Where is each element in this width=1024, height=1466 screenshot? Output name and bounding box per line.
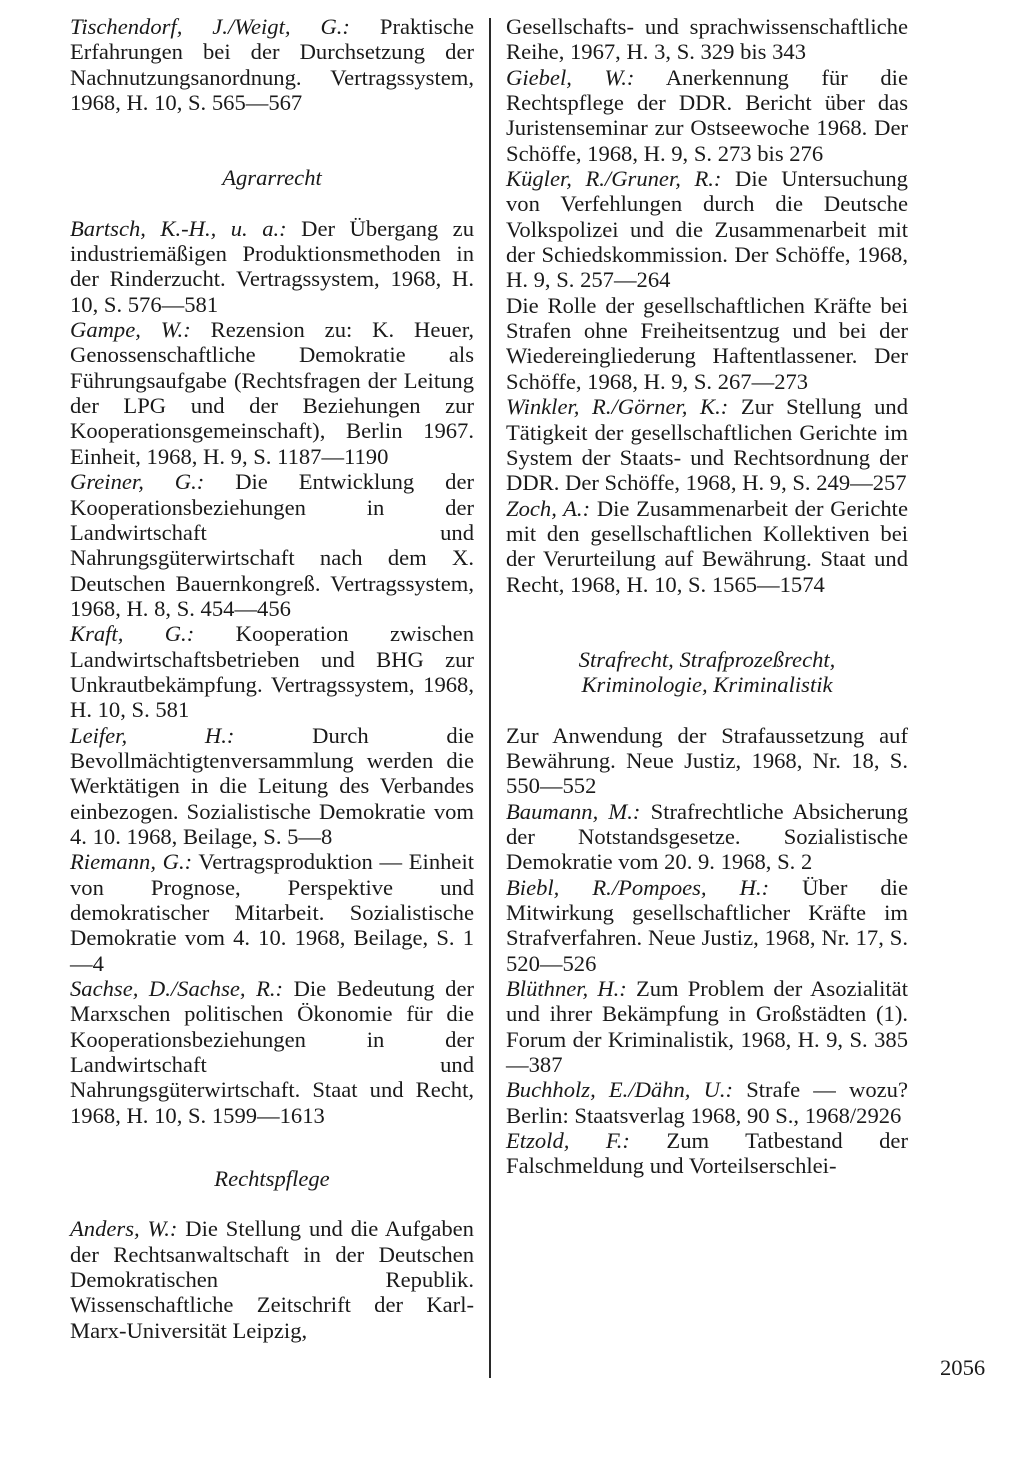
- section-heading-strafrecht-line2: Kriminologie, Kriminalistik: [581, 672, 833, 698]
- bibliography-entry: [70, 723, 474, 850]
- bibliography-entry: [70, 469, 474, 621]
- spacer: [70, 1128, 474, 1166]
- entry-author: Kügler, R./Gruner, R.:: [506, 166, 722, 192]
- entry-text: Durch die Bevollmächtigtenversammlung werden die Werktätigen in die Leitung des Verbandes einbezogen. Sozialistische Demokratie vom 4. 10. 1968, Beilage, S. 5—8: [70, 722, 474, 849]
- right-column: [506, 14, 908, 1179]
- bibliography-entry: [506, 875, 908, 976]
- bibliography-entry: [506, 166, 908, 293]
- section-heading-agrarrecht: Agrarrecht: [222, 165, 322, 191]
- entry-author: Baumann, M.:: [506, 798, 641, 824]
- bibliography-entry: [506, 293, 908, 394]
- entry-author: Gampe, W.:: [70, 317, 191, 343]
- entries-rechtspflege: [70, 1216, 474, 1343]
- entry-text: Praktische Erfahrungen bei der Durchsetzung der Nachnutzungsanordnung. Vertragssystem, 1968, H. 10, S. 565—567: [70, 14, 474, 116]
- bibliography-entry: [70, 317, 474, 469]
- bibliography-entry: [70, 216, 474, 317]
- entry-author: Kraft, G.:: [70, 621, 195, 647]
- spacer: [506, 597, 908, 647]
- entry-author: Zoch, A.:: [506, 495, 591, 521]
- entry-author: Sachse, D./Sachse, R.:: [70, 976, 284, 1002]
- entry-text: Rezension zu: K. Heuer, Genossenschaftliche Demokratie als Führungsaufgabe (Rechtsfragen der Leitung der LPG und der Beziehungen zur Kooperationsgemeinschaft), Berlin 1967. Einheit, 1968, H. 9, S. 1187—1190: [70, 317, 474, 469]
- bibliography-entry: [70, 849, 474, 976]
- bibliography-entry: [70, 1216, 474, 1343]
- bibliography-entry: [506, 65, 908, 166]
- entry-author: Leifer, H.:: [70, 722, 235, 748]
- entry-text: Strafe — wozu? Berlin: Staatsverlag 1968, 90 S., 1968/2926: [506, 1077, 908, 1128]
- entry-text: Anerkennung für die Rechtspflege der DDR. Bericht über das Juristenseminar zur Ostseewoche 1968. Der Schöffe, 1968, H. 9, S. 273 bis 276: [506, 64, 908, 166]
- entry-text: Vertragsproduktion — Einheit von Prognose, Perspektive und demokratischer Mitarbeit. Sozialistische Demokratie vom 4. 10. 1968, Beilage, S. 1—4: [70, 849, 474, 976]
- entry-text: Die Entwicklung der Kooperationsbeziehungen in der Landwirtschaft und Nahrungsgüterwirtschaft nach dem X. Deutschen Bauernkongreß. Vertragssystem, 1968, H. 8, S. 454—456: [70, 469, 474, 621]
- section-heading-strafrecht-line1: Strafrecht, Strafprozeßrecht,: [578, 646, 836, 672]
- bibliography-entry: [506, 1077, 908, 1128]
- entry-text: Kooperation zwischen Landwirtschaftsbetrieben und BHG zur Unkrautbekämpfung. Vertragssystem, 1968, H. 10, S. 581: [70, 621, 475, 723]
- entry-author: Blüthner, H.:: [506, 976, 627, 1002]
- entry-text: Die Stellung und die Aufgaben der Rechtsanwaltschaft in der Deutschen Demokratischen Republik. Wissenschaftliche Zeitschrift der Karl-Marx-Universität Leipzig,: [70, 1216, 474, 1343]
- entry-text: Zur Anwendung der Strafaussetzung auf Bewährung. Neue Justiz, 1968, Nr. 18, S. 550—552: [506, 722, 908, 799]
- left-column: [70, 14, 474, 1343]
- entry-author: Greiner, G.:: [70, 469, 205, 495]
- entry-author: Winkler, R./Görner, K.:: [506, 394, 729, 420]
- entry-author: Bartsch, K.-H., u. a.:: [70, 215, 287, 241]
- spacer: [70, 1191, 474, 1216]
- entry-author: Riemann, G.:: [70, 849, 193, 875]
- entry-author: Buchholz, E./Dähn, U.:: [506, 1077, 734, 1103]
- entry-text: Zur Stellung und Tätigkeit der gesellschaftlichen Gerichte im System der Staats- und Rechtsordnung der DDR. Der Schöffe, 1968, H. 9, S. 249—257: [506, 394, 908, 496]
- spacer: [70, 191, 474, 216]
- entry-author: Biebl, R./Pompoes, H.:: [506, 874, 770, 900]
- section-heading-rechtspflege: Rechtspflege: [214, 1166, 330, 1192]
- bibliography-entry: [506, 799, 908, 875]
- entry-text: Über die Mitwirkung gesellschaftlicher Kräfte im Strafverfahren. Neue Justiz, 1968, Nr. 17, S. 520—526: [506, 874, 908, 976]
- entry-text: Die Bedeutung der Marxschen politischen Ökonomie für die Kooperationsbeziehungen in der Landwirtschaft und Nahrungsgüterwirtschaft. Staat und Recht, 1968, H. 10, S. 1599—1613: [70, 976, 474, 1128]
- entry-author: Etzold, F.:: [506, 1128, 630, 1154]
- entry-text: Die Zusammenarbeit der Gerichte mit den gesellschaftlichen Kollektiven bei der Verurteilung auf Bewährung. Staat und Recht, 1968, H. 10, S. 1565—1574: [506, 495, 908, 597]
- bibliography-entry: [70, 14, 474, 115]
- entry-text: Die Rolle der gesellschaftlichen Kräfte bei Strafen ohne Freiheitsentzug und bei der Wiedereingliederung Haftentlassener. Der Schöffe, 1968, H. 9, S. 267—273: [506, 292, 908, 394]
- entry-author: Anders, W.:: [70, 1216, 178, 1242]
- entries-top-left: [70, 14, 474, 115]
- bibliography-entry: [506, 723, 908, 799]
- entries-strafrecht: [506, 723, 908, 1179]
- column-divider: [489, 18, 491, 1378]
- entry-text: Zum Problem der Asozialität und ihrer Bekämpfung in Großstädten (1). Forum der Kriminalistik, 1968, H. 9, S. 385—387: [506, 976, 908, 1078]
- page-number: 2056: [940, 1355, 986, 1380]
- entry-text: Strafrechtliche Absicherung der Notstandsgesetze. Sozialistische Demokratie vom 20. 9. 1968, S. 2: [506, 798, 908, 875]
- entries-top-right: [506, 14, 908, 597]
- entry-text: Gesellschafts- und sprachwissenschaftliche Reihe, 1967, H. 3, S. 329 bis 343: [506, 14, 908, 65]
- entries-agrarrecht: [70, 216, 474, 1128]
- bibliography-entry: [70, 621, 474, 722]
- entry-text: Die Untersuchung von Verfehlungen durch die Deutsche Volkspolizei und die Zusammenarbeit mit der Schiedskommission. Der Schöffe, 1968, H. 9, S. 257—264: [506, 166, 908, 293]
- bibliography-entry: [70, 976, 474, 1128]
- bibliography-entry: [506, 394, 908, 495]
- entry-author: Giebel, W.:: [506, 64, 635, 90]
- entry-author: Tischendorf, J./Weigt, G.:: [70, 14, 350, 39]
- entry-text: Der Übergang zu industriemäßigen Produktionsmethoden in der Rinderzucht. Vertragssystem, 1968, H. 10, S. 576—581: [70, 215, 474, 317]
- entry-text: Zum Tatbestand der Falschmeldung und Vorteilserschlei-: [506, 1128, 908, 1179]
- spacer: [70, 115, 474, 165]
- bibliography-entry: [506, 14, 908, 65]
- bibliography-entry: [506, 1128, 908, 1179]
- spacer: [506, 698, 908, 723]
- bibliography-entry: [506, 496, 908, 597]
- bibliography-entry: [506, 976, 908, 1077]
